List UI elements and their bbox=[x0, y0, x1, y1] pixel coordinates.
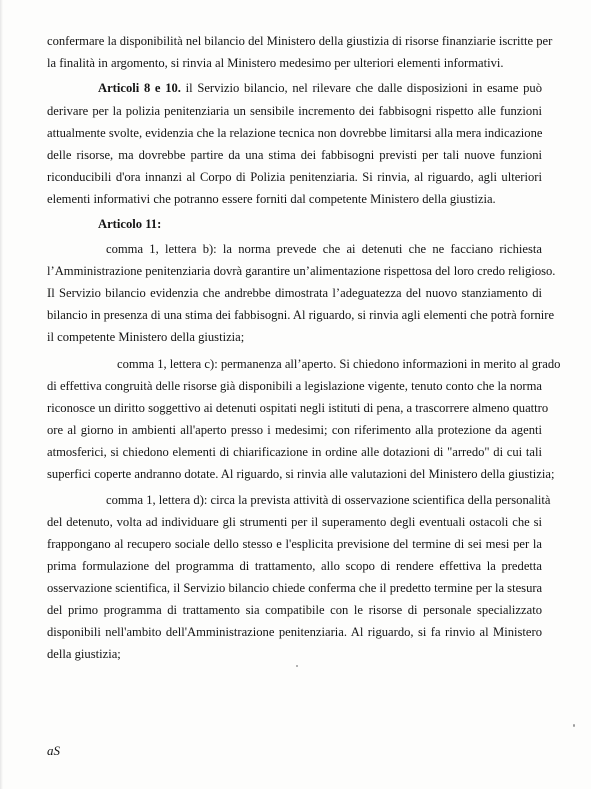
art8-line-6: elementi informativi che potranno essere forniti dal competente Ministero della giustizia. bbox=[47, 192, 496, 206]
scan-edge-shadow bbox=[0, 0, 3, 789]
art11-heading: Articolo 11: bbox=[98, 217, 162, 231]
art11-b-line-2: l’Amministrazione penitenziaria dovrà garantire un’alimentazione rispettosa del loro credo religioso. bbox=[47, 264, 556, 278]
art11-c-line-3: riconosce un diritto soggettivo ai detenuti ospitati negli istituti di pena, a trascorrere almeno quattro bbox=[47, 401, 549, 415]
art8-heading: Articoli 8 e 10. bbox=[98, 81, 181, 95]
art11-c-line-4: ore al giorno in ambienti all'aperto presso i medesimi; con riferimento alla protezione da agenti bbox=[47, 423, 542, 437]
art11-c-line-6: superfici coperte andranno dotate. Al riguardo, si rinvia alle valutazioni del Ministero della giustizia; bbox=[47, 467, 555, 481]
art11-b-line-3: Il Servizio bilancio evidenzia che andrebbe dimostrata l’adeguatezza del nuovo stanziamento di bbox=[47, 286, 542, 300]
scan-speck bbox=[573, 724, 575, 727]
art8-first-line bbox=[98, 80, 542, 96]
intro-line-2: la finalità in argomento, si rinvia al Ministero medesimo per ulteriori elementi informativi. bbox=[47, 56, 504, 70]
art11-b-line-4: bilancio in presenza di una stima dei fabbisogni. Al riguardo, si rinvia agli elementi che potrà fornire bbox=[47, 308, 555, 322]
art11-b-line-5: il competente Ministero della giustizia; bbox=[47, 330, 245, 344]
art8-line-4: delle risorse, ma dovrebbe partire da una stima dei fabbisogni previsti per tali nuove funzioni bbox=[47, 148, 542, 162]
art8-line-2: derivare per la polizia penitenziaria un sensibile incremento dei fabbisogni rispetto alle funzioni bbox=[47, 104, 542, 118]
art11-d-line-2: del detenuto, volta ad individuare gli strumenti per il superamento degli eventuali ostacoli che si bbox=[47, 515, 542, 529]
art11-d-line-5: osservazione scientifica, il Servizio bilancio chiede conferma che il predetto termine per la stesura bbox=[47, 581, 543, 595]
footer-initials: aS bbox=[47, 743, 60, 758]
art8-line-5: riconducibili d'ora innanzi al Corpo di Polizia penitenziaria. Si rinvia, al riguardo, agli ulteriori bbox=[47, 170, 542, 184]
art11-c-line-2: di effettiva congruità delle risorse già disponibili a legislazione vigente, tenuto conto che la norma bbox=[47, 379, 542, 393]
scan-speck bbox=[296, 665, 298, 667]
art11-d-line-1: comma 1, lettera d): circa la prevista attività di osservazione scientifica della personalità bbox=[106, 493, 551, 507]
art8-line-3: attualmente svolte, evidenzia che la relazione tecnica non dovrebbe limitarsi alla mera indicazione bbox=[47, 126, 543, 140]
intro-line-1: confermare la disponibilità nel bilancio del Ministero della giustizia di risorse finanziarie iscritte per bbox=[47, 34, 553, 48]
art11-b-line-1: comma 1, lettera b): la norma prevede che ai detenuti che ne facciano richiesta bbox=[106, 242, 542, 256]
art8-line-1: il Servizio bilancio, nel rilevare che dalle disposizioni in esame può bbox=[185, 81, 542, 95]
art11-d-line-3: frappongano al recupero sociale dello stesso e l'esplicita previsione del termine di sei mesi per la bbox=[47, 537, 542, 551]
art11-d-line-7: disponibili nell'ambito dell'Amministrazione penitenziaria. Al riguardo, si fa rinvio al Ministero bbox=[47, 625, 542, 639]
art11-c-line-1: comma 1, lettera c): permanenza all’aperto. Si chiedono informazioni in merito al grado bbox=[117, 357, 561, 371]
art11-d-line-6: del primo programma di trattamento sia compatibile con le risorse di personale specializzato bbox=[47, 603, 542, 617]
art11-d-line-8: della giustizia; bbox=[47, 647, 121, 661]
art11-d-line-4: prima formulazione del programma di trattamento, allo scopo di rendere effettiva la predetta bbox=[47, 559, 542, 573]
art11-c-line-5: atmosferici, si chiedono elementi di chiarificazione in ordine alle dotazioni di "arredo" di cui tali bbox=[47, 445, 542, 459]
